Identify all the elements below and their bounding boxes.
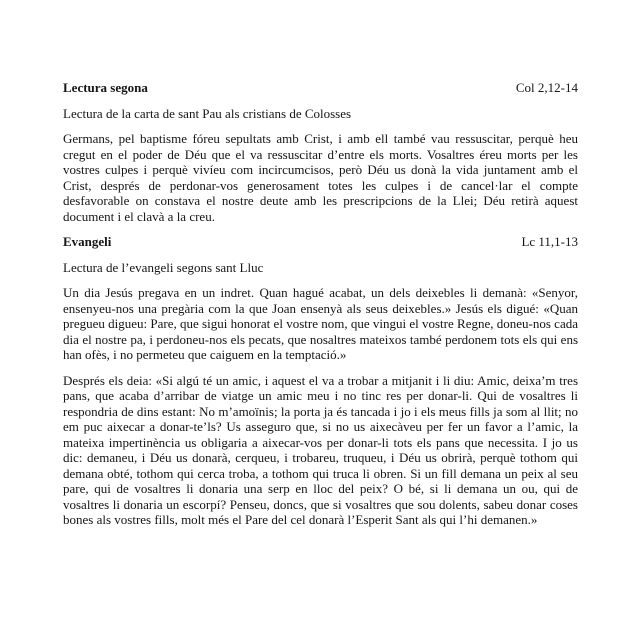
reading-paragraph: Un dia Jesús pregava en un indret. Quan hagué acabat, un dels deixebles li demanà: «Senyor, ensenyeu-nos una pregària com la que Joan ensenyà als seus deixebles.» Jesús els digué: «Quan pregueu digueu: Pare, que sigui honorat el vostre nom, que vingui el vostre Regne, doneu-nos cada dia el nostre pa, i perdoneu-nos els pecats, que nosaltres mateixos també perdonem tots els qui ens han ofès, i no permeteu que caiguem en la temptació.» [63, 285, 578, 362]
reading-paragraph: Germans, pel baptisme fóreu sepultats amb Crist, i amb ell també vau ressuscitar, perquè heu cregut en el poder de Déu que el va ressuscitar d’entre els morts. Vosaltres éreu morts per les vostres culpes i perquè vivíeu com incircumcisos, però Déu us donà la vida juntament amb el Crist, després de perdonar-vos generosament totes les culpes i de cancel·lar el compte desfavorable on constava el nostre deute amb les prescripcions de la Llei; Déu retirà aquest document i el clavà a la creu. [63, 131, 578, 224]
reading-paragraph: Després els deia: «Si algú té un amic, i aquest el va a trobar a mitjanit i li diu: Amic, deixa’m tres pans, que acaba d’arribar de viatge un amic meu i no tinc res per donar-li. Qui de vosaltres li respondria de dins estant: No m’amoïnis; la porta ja és tancada i jo i els meus fills ja som al llit; no em puc aixecar a donar-te’ls? Us asseguro que, si no us aixecàveu per fer un favor a l’amic, la mateixa impertinència us obligaria a aixecar-vos per donar-li tots els pans que necessita. I jo us dic: demaneu, i Déu us donarà, cerqueu, i trobareu, truqueu, i Déu us obrirà, perquè tothom qui demana obté, tothom qui cerca troba, a tothom qui truca li obren. Si un fill demana un peix al seu pare, qui de vosaltres li donaria una serp en lloc del peix? O bé, si li demana un ou, qui de vosaltres li donaria un escorpí? Penseu, doncs, que si vosaltres que sou dolents, sabeu donar coses bones als vostres fills, molt més el Pare del cel donarà l’Esperit Sant als qui l’hi demanen.» [63, 372, 578, 527]
reading-source-line: Lectura de la carta de sant Pau als cristians de Colosses [63, 105, 352, 121]
reading-heading: Lectura segona [63, 80, 148, 95]
reading-heading: Evangeli [63, 234, 112, 249]
reading-source-line: Lectura de l’evangeli segons sant Lluc [63, 259, 264, 275]
scripture-reference: Lc 11,1-13 [521, 234, 578, 249]
section-header-lectura-segona [63, 80, 578, 96]
scripture-reference: Col 2,12-14 [515, 80, 578, 95]
section-header-evangeli [63, 234, 578, 250]
